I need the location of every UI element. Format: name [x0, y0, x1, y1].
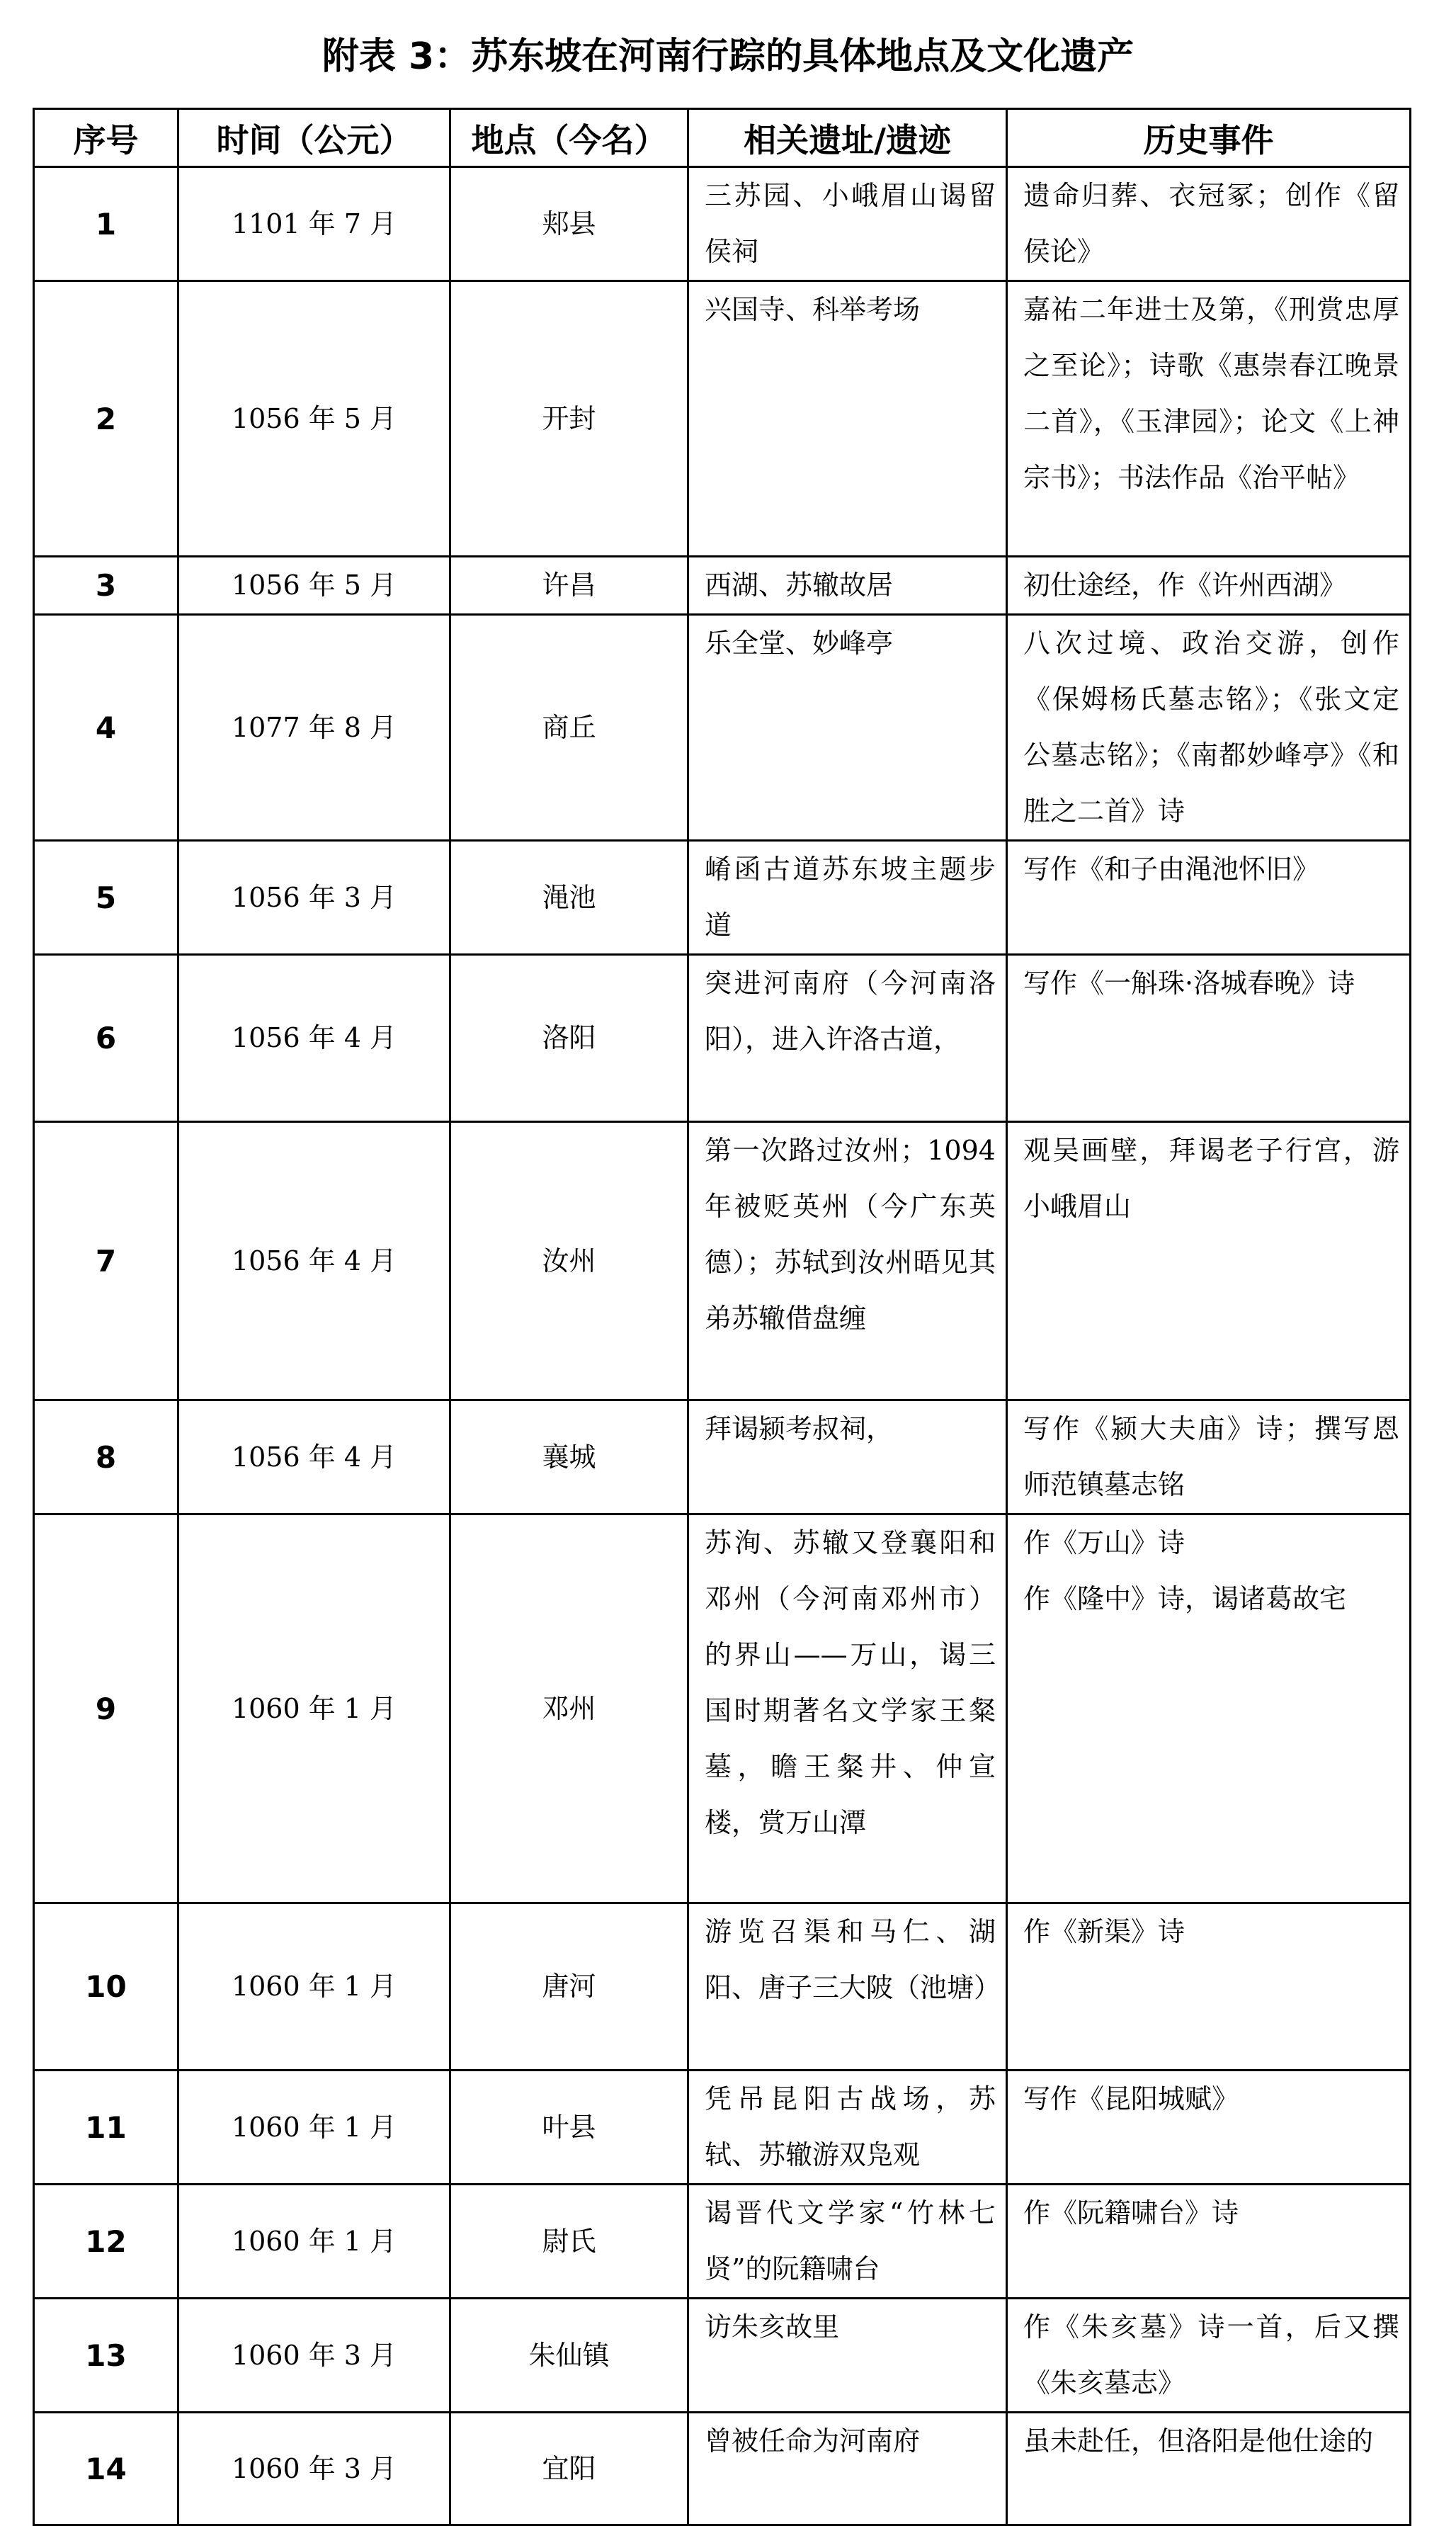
row-index: 8: [34, 1400, 178, 1514]
row-time: 1060 年 1 月: [178, 2185, 450, 2299]
header-place: 地点（今名）: [450, 109, 688, 167]
row-time: 1056 年 3 月: [178, 841, 450, 955]
row-index: 7: [34, 1122, 178, 1400]
table-row: [34, 1122, 1411, 1400]
row-index: 13: [34, 2299, 178, 2413]
row-site: 凭吊昆阳古战场，苏轼、苏辙游双凫观: [688, 2071, 1007, 2185]
row-site: 乐全堂、妙峰亭: [688, 615, 1007, 841]
table-row: [34, 2299, 1411, 2413]
row-index: 14: [34, 2413, 178, 2525]
table-row: [34, 615, 1411, 841]
row-time: 1056 年 4 月: [178, 955, 450, 1122]
table-row: [34, 841, 1411, 955]
row-site: 访朱亥故里: [688, 2299, 1007, 2413]
row-place: 尉氏: [450, 2185, 688, 2299]
row-event: 写作《昆阳城赋》: [1007, 2071, 1411, 2185]
row-time: 1060 年 3 月: [178, 2299, 450, 2413]
row-index: 4: [34, 615, 178, 841]
table-row: [34, 1400, 1411, 1514]
row-time: 1056 年 5 月: [178, 281, 450, 557]
row-index: 6: [34, 955, 178, 1122]
table-row: [34, 1903, 1411, 2071]
row-event: 作《阮籍啸台》诗: [1007, 2185, 1411, 2299]
row-index: 11: [34, 2071, 178, 2185]
row-event: 作《朱亥墓》诗一首，后又撰《朱亥墓志》: [1007, 2299, 1411, 2413]
itinerary-table: [33, 108, 1411, 2526]
table-row: [34, 557, 1411, 615]
row-index: 10: [34, 1903, 178, 2071]
table-row: [34, 1514, 1411, 1903]
table-row: [34, 167, 1411, 281]
row-event: 八次过境、政治交游，创作《保姆杨氏墓志铭》；《张文定公墓志铭》；《南都妙峰亭》《和胜之二首》诗: [1007, 615, 1411, 841]
row-place: 洛阳: [450, 955, 688, 1122]
row-place: 邓州: [450, 1514, 688, 1903]
row-place: 唐河: [450, 1903, 688, 2071]
header-time: 时间（公元）: [178, 109, 450, 167]
row-site: 三苏园、小峨眉山谒留侯祠: [688, 167, 1007, 281]
row-index: 9: [34, 1514, 178, 1903]
page-title: 附表 3：苏东坡在河南行踪的具体地点及文化遗产: [322, 35, 1134, 78]
row-event: 写作《和子由渑池怀旧》: [1007, 841, 1411, 955]
row-event: 嘉祐二年进士及第，《刑赏忠厚之至论》；诗歌《惠崇春江晚景二首》，《玉津园》；论文《上神宗书》；书法作品《治平帖》: [1007, 281, 1411, 557]
row-place: 朱仙镇: [450, 2299, 688, 2413]
header-site: 相关遗址/遗迹: [688, 109, 1007, 167]
row-site: 游览召渠和马仁、湖阳、唐子三大陂（池塘）: [688, 1903, 1007, 2071]
table-row: [34, 281, 1411, 557]
header-index: 序号: [34, 109, 178, 167]
row-index: 5: [34, 841, 178, 955]
row-site: 崤函古道苏东坡主题步道: [688, 841, 1007, 955]
row-site: 曾被任命为河南府: [688, 2413, 1007, 2525]
row-place: 开封: [450, 281, 688, 557]
row-event: 写作《一斛珠·洛城春晚》诗: [1007, 955, 1411, 1122]
row-index: 2: [34, 281, 178, 557]
header-event: 历史事件: [1007, 109, 1411, 167]
table-row: [34, 2413, 1411, 2525]
row-time: 1060 年 1 月: [178, 1514, 450, 1903]
row-place: 商丘: [450, 615, 688, 841]
row-event: 虽未赴任，但洛阳是他仕途的: [1007, 2413, 1411, 2525]
row-site: 谒晋代文学家“竹林七贤”的阮籍啸台: [688, 2185, 1007, 2299]
row-time: 1060 年 1 月: [178, 1903, 450, 2071]
table-row: [34, 2071, 1411, 2185]
row-time: 1060 年 1 月: [178, 2071, 450, 2185]
row-time: 1077 年 8 月: [178, 615, 450, 841]
row-place: 宜阳: [450, 2413, 688, 2525]
row-place: 郏县: [450, 167, 688, 281]
row-site: 苏洵、苏辙又登襄阳和邓州（今河南邓州市）的界山——万山，谒三国时期著名文学家王粲墓，瞻王粲井、仲宣楼，赏万山潭: [688, 1514, 1007, 1903]
row-time: 1101 年 7 月: [178, 167, 450, 281]
header-row: [34, 109, 1411, 167]
row-site: 拜谒颍考叔祠，: [688, 1400, 1007, 1514]
row-place: 汝州: [450, 1122, 688, 1400]
row-event: 作《万山》诗 作《隆中》诗，谒诸葛故宅: [1007, 1514, 1411, 1903]
row-index: 1: [34, 167, 178, 281]
row-event: 作《新渠》诗: [1007, 1903, 1411, 2071]
row-time: 1060 年 3 月: [178, 2413, 450, 2525]
row-time: 1056 年 4 月: [178, 1122, 450, 1400]
row-time: 1056 年 4 月: [178, 1400, 450, 1514]
row-event: 写作《颍大夫庙》诗；撰写恩师范镇墓志铭: [1007, 1400, 1411, 1514]
row-place: 渑池: [450, 841, 688, 955]
row-place: 许昌: [450, 557, 688, 615]
row-site: 兴国寺、科举考场: [688, 281, 1007, 557]
table-row: [34, 2185, 1411, 2299]
row-event: 初仕途经，作《许州西湖》: [1007, 557, 1411, 615]
row-index: 3: [34, 557, 178, 615]
row-index: 12: [34, 2185, 178, 2299]
row-site: 第一次路过汝州；1094 年被贬英州（今广东英德）；苏轼到汝州晤见其弟苏辙借盘缠: [688, 1122, 1007, 1400]
row-place: 叶县: [450, 2071, 688, 2185]
row-site: 突进河南府（今河南洛阳），进入许洛古道，: [688, 955, 1007, 1122]
row-place: 襄城: [450, 1400, 688, 1514]
row-site: 西湖、苏辙故居: [688, 557, 1007, 615]
row-event: 观吴画壁，拜谒老子行宫，游小峨眉山: [1007, 1122, 1411, 1400]
table-row: [34, 955, 1411, 1122]
row-time: 1056 年 5 月: [178, 557, 450, 615]
row-event: 遗命归葬、衣冠冢；创作《留侯论》: [1007, 167, 1411, 281]
